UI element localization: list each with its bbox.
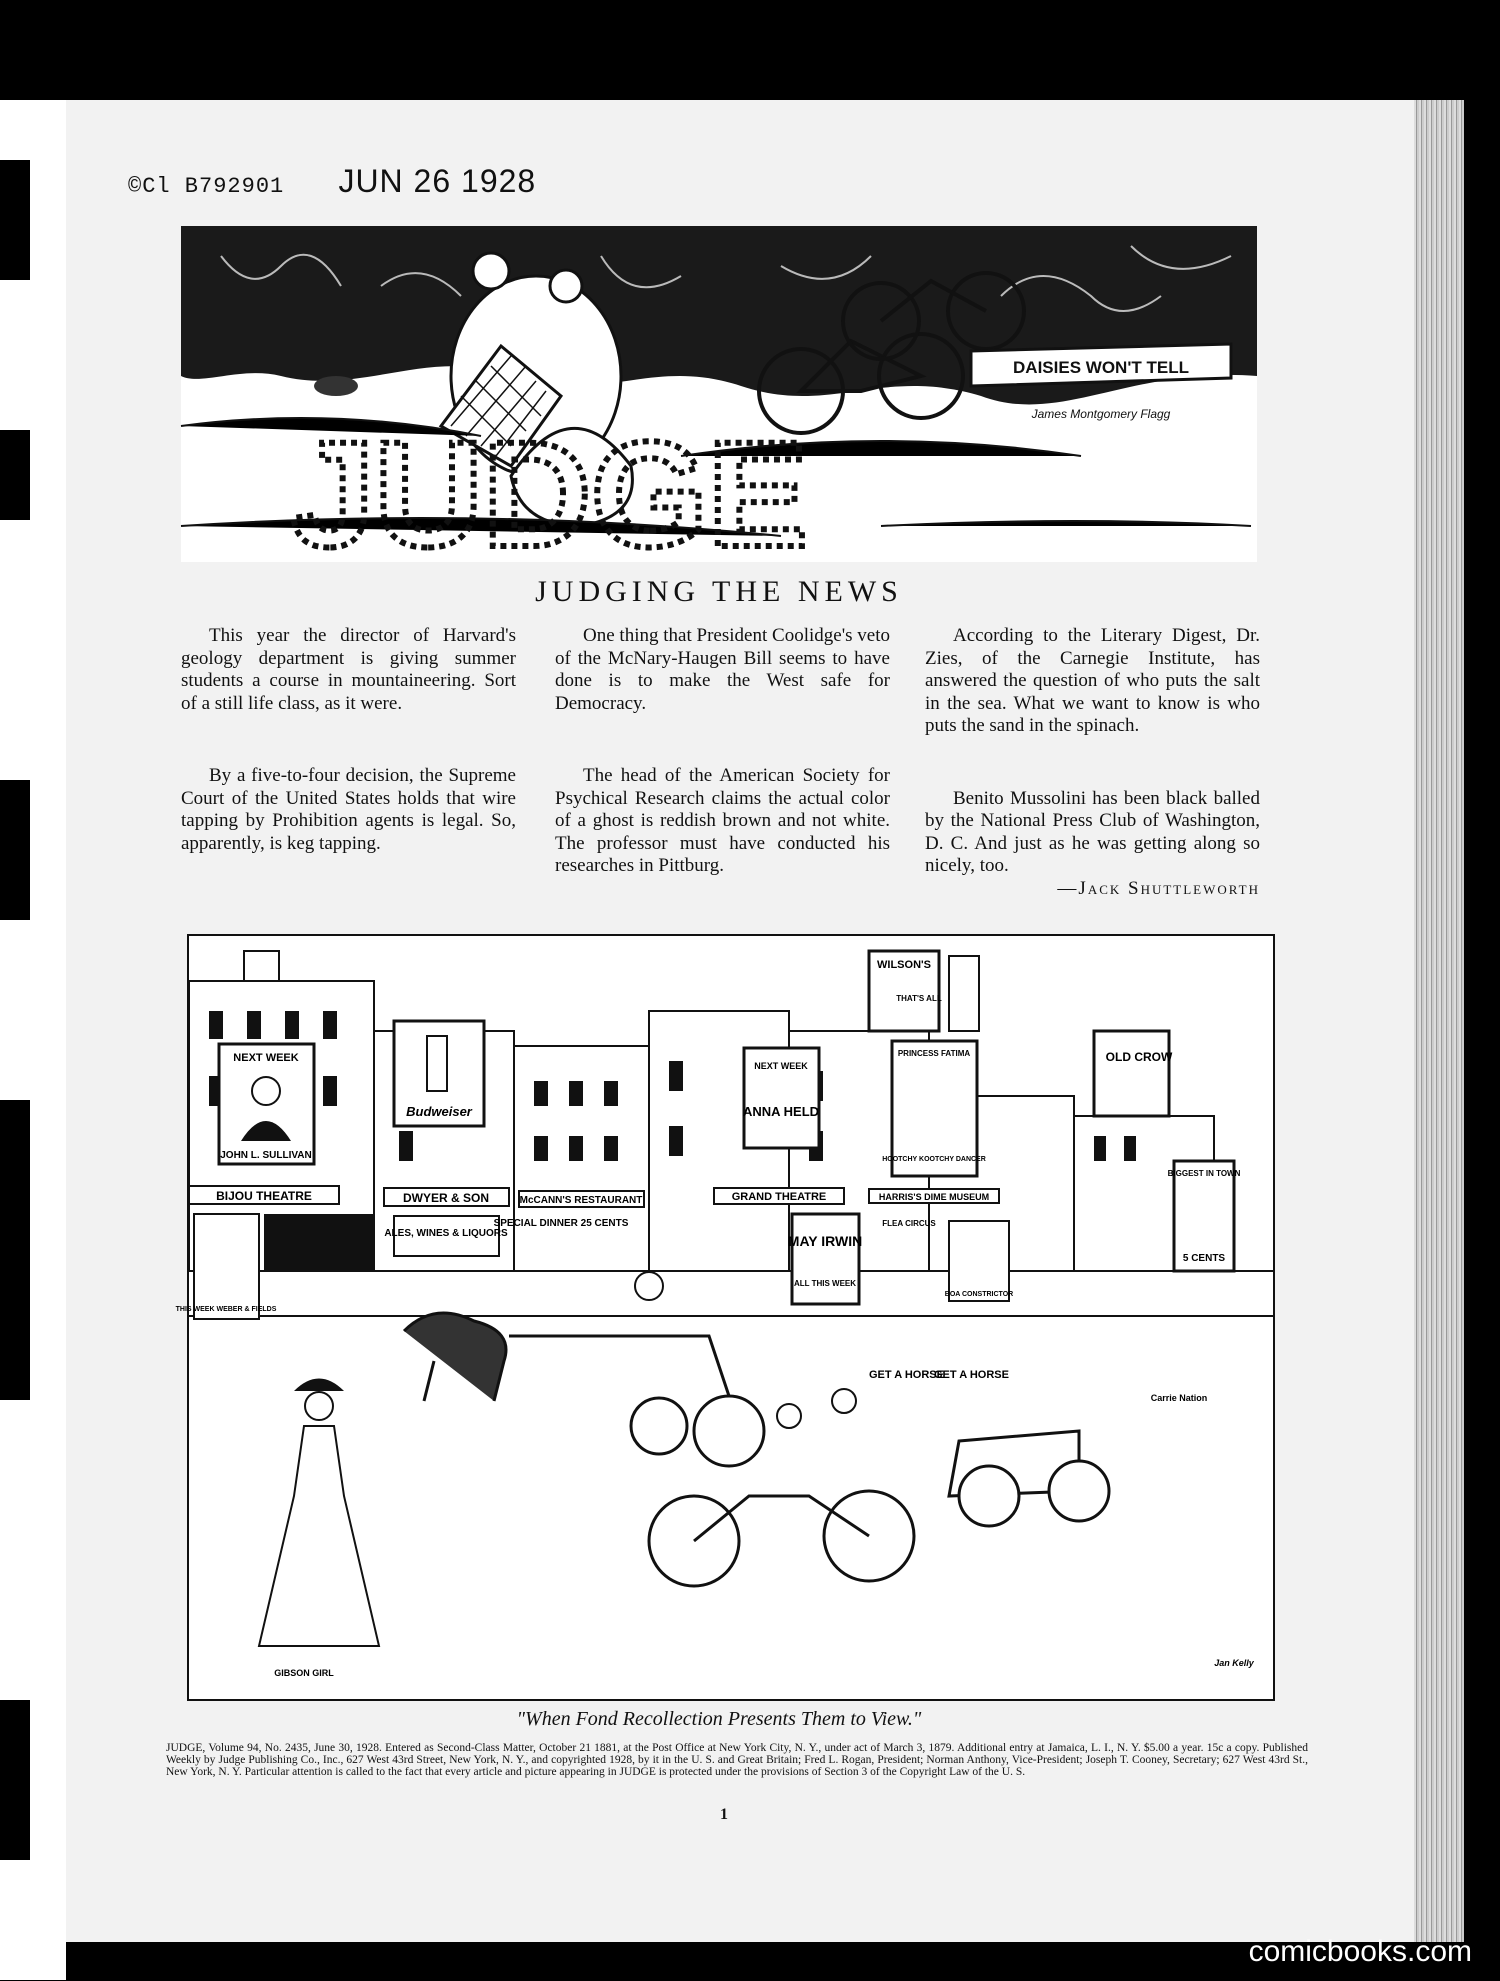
sign-mccanns: McCANN'S RESTAURANT — [519, 1195, 643, 1206]
sign-bijou: BIJOU THEATRE — [216, 1189, 312, 1203]
column-1 — [181, 625, 516, 905]
street-cartoon — [175, 934, 1275, 1701]
poster-next-week: NEXT WEEK — [233, 1052, 299, 1064]
banner-text: DAISIES WON'T TELL — [1013, 358, 1189, 377]
left-page-edge — [0, 100, 66, 1980]
paragraph: This year the director of Harvard's geology department is giving summer students a course in mountaineering. Sort of a still life class, as it were. — [181, 625, 516, 714]
label-carrie-nation: Carrie Nation — [1150, 1393, 1208, 1403]
sign-thats-all: THAT'S ALL — [896, 994, 942, 1003]
paragraph: The head of the American Society for Psychical Research claims the actual color of a ghost is reddish brown and not white. The professor must have conducted his researches in Pittburg. — [555, 765, 890, 876]
sign-harris: HARRIS'S DIME MUSEUM — [878, 1192, 990, 1202]
sign-wilsons: WILSON'S — [877, 959, 931, 971]
paragraph: By a five-to-four decision, the Supreme Court of the United States holds that wire tapping by Prohibition agents is legal. So, apparently, is keg tapping. — [181, 765, 516, 854]
sign-biggest: BIGGEST IN TOWN — [1167, 1169, 1241, 1178]
column-3 — [925, 625, 1260, 900]
sign-flea-circus: FLEA CIRCUS — [882, 1219, 936, 1228]
column-2 — [555, 625, 890, 928]
sign-5-cents: 5 CENTS — [1182, 1253, 1226, 1264]
poster-may-sub: ALL THIS WEEK — [793, 1279, 857, 1288]
sign-dinner: SPECIAL DINNER 25 CENTS — [493, 1218, 629, 1229]
copyright-number: ©Cl B792901 — [128, 174, 285, 199]
publication-imprint: JUDGE, Volume 94, No. 2435, June 30, 1928. Entered as Second-Class Matter, October 21 1881, at the Post Office at New York City, N. Y., under act of March 3, 1879. Additional entry at Jamaica, L. I., N. Y. $5.00 a year. 15c a copy. Published Weekly by Judge Publishing Co., Inc., 627 West 43rd Street, New York, N. Y., and copyrighted 1928, by it in the U. S. and Great Britain; Fred L. Rogan, President; Norman Anthony, Vice-President; Joseph T. Cooney, Secretary; 627 West 43rd St., New York, N. Y. Particular attention is called to the fact that every article and picture appearing in JUDGE is protected under the provisions of Section 3 of the Copyright Law of the U. S. — [166, 1742, 1308, 1778]
poster-may-irwin: MAY IRWIN — [787, 1233, 863, 1249]
paragraph: According to the Literary Digest, Dr. Zies, of the Carnegie Institute, has answered the question of who puts the salt in the sea. What we want to know is who puts the sand in the spinach. — [925, 625, 1260, 736]
cartoon-artist-signature: Jan Kelly — [1214, 1658, 1254, 1668]
watermark: comicbooks.com — [1248, 1935, 1472, 1968]
cartoon-caption: "When Fond Recollection Presents Them to View." — [516, 1708, 922, 1730]
sign-grand-theatre: GRAND THEATRE — [731, 1191, 827, 1203]
label-gibson-girl: GIBSON GIRL — [274, 1668, 334, 1678]
paragraph: Benito Mussolini has been black balled by the National Press Club of Washington, D. C. And just as he was getting along so nicely, too. — [925, 787, 1260, 876]
article-title: JUDGING THE NEWS — [535, 575, 903, 608]
sign-ales: ALES, WINES & LIQUORS — [384, 1228, 508, 1239]
paragraph: One thing that President Coolidge's veto of the McNary-Haugen Bill seems to have done is to make the West safe for Democracy. — [555, 625, 890, 714]
poster-anna-held: ANNA HELD — [742, 1104, 820, 1119]
masthead-artist: James Montgomery Flagg — [1031, 407, 1171, 421]
sign-dwyer: DWYER & SON — [402, 1191, 490, 1205]
byline: —Jack Shuttleworth — [1057, 877, 1260, 899]
page-stack-edge — [1414, 100, 1464, 1942]
text-get-a-horse-1: GET A HORSE — [869, 1369, 944, 1381]
sign-boa: BOA CONSTRICTOR — [944, 1291, 1014, 1298]
masthead-illustration — [181, 226, 1257, 578]
stamp-date: JUN 26 1928 — [338, 163, 537, 199]
poster-weber-fields: THIS WEEK WEBER & FIELDS — [175, 1306, 277, 1313]
sign-old-crow: OLD CROW — [1105, 1050, 1173, 1064]
poster-fatima-bottom: HOOTCHY KOOTCHY DANCER — [882, 1156, 986, 1163]
poster-fatima-top: PRINCESS FATIMA — [897, 1049, 971, 1058]
sign-budweiser: Budweiser — [406, 1104, 472, 1119]
copyright-stamp — [128, 163, 536, 200]
page-number: 1 — [720, 1806, 728, 1823]
poster-sullivan: JOHN L. SULLIVAN — [220, 1150, 312, 1161]
poster-anna-next: NEXT WEEK — [754, 1061, 808, 1071]
judge-logo: JUDGE — [291, 410, 808, 578]
text-get-a-horse-2: GET A HORSE — [934, 1369, 1009, 1381]
